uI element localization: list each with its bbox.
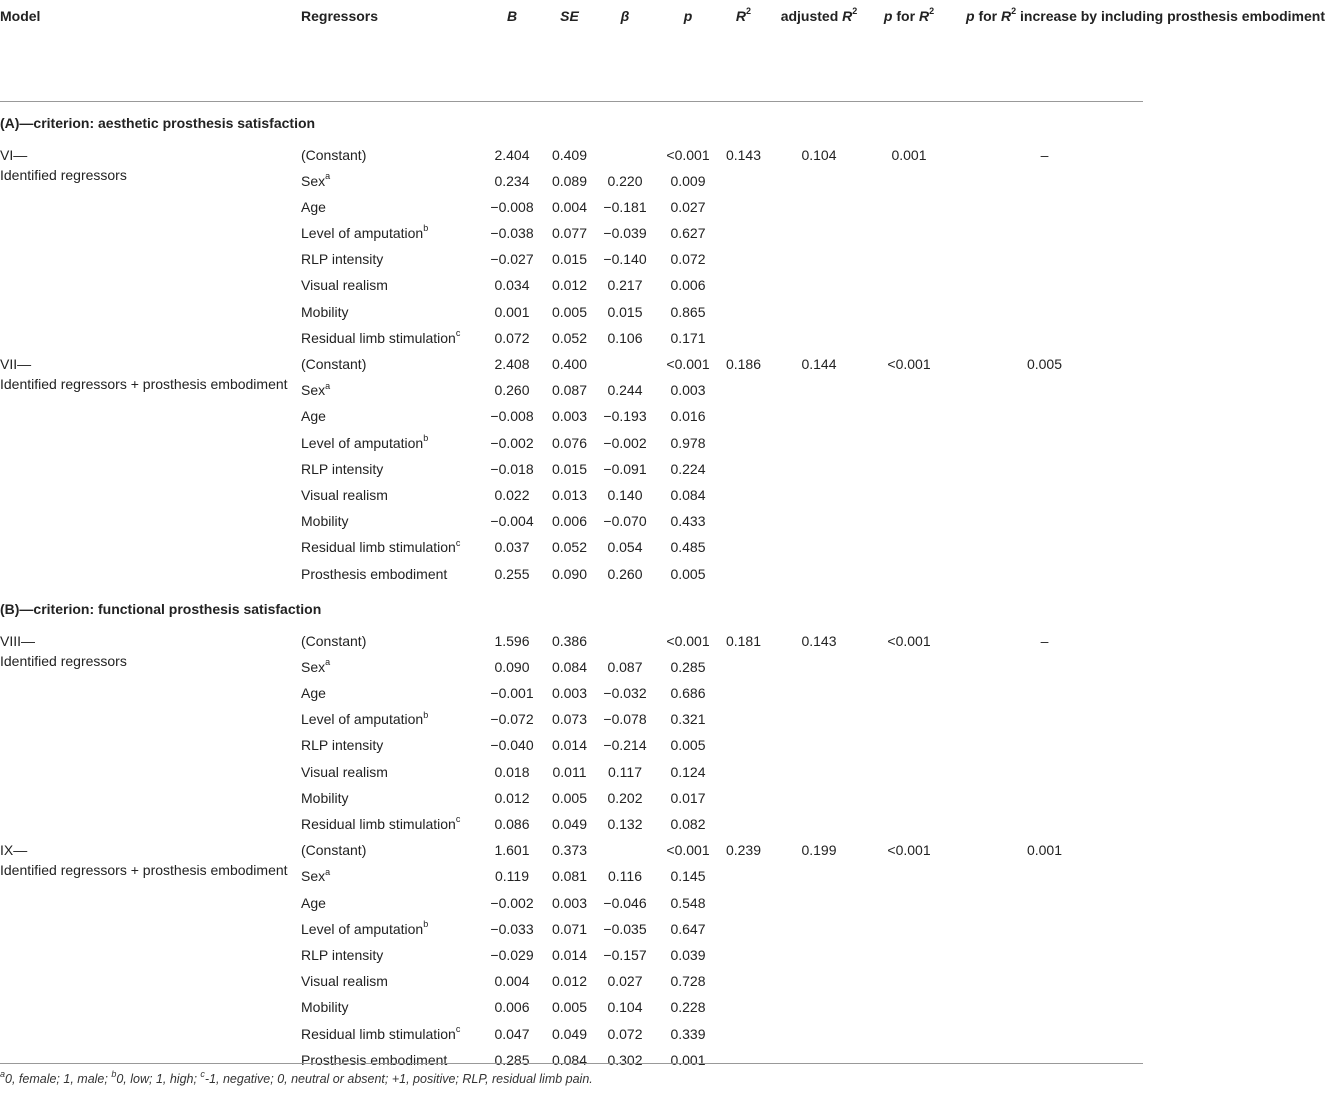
regressor-cell — [301, 378, 480, 404]
b-value: 0.119 — [495, 868, 529, 885]
regressor-cell — [301, 864, 480, 890]
beta-value: −0.035 — [603, 920, 647, 937]
regressor-name: Visual realism — [301, 973, 388, 990]
col-model: Model — [0, 6, 301, 101]
beta-value: 0.027 — [607, 973, 643, 990]
p-value: <0.001 — [666, 356, 710, 372]
b-value: 0.260 — [494, 382, 530, 399]
table-row — [0, 143, 1143, 169]
model-description: Identified regressors — [0, 166, 127, 183]
b-value: 2.408 — [494, 356, 530, 372]
regressor-name: Level of amputation — [301, 434, 424, 451]
beta-value: −0.091 — [603, 460, 647, 477]
p-value: 0.072 — [670, 251, 706, 268]
regressor-cell — [301, 535, 480, 561]
beta-value: 0.072 — [607, 1025, 643, 1042]
se-value: 0.012 — [551, 277, 588, 294]
p-value: 0.548 — [670, 894, 706, 911]
regressor-cell — [301, 812, 480, 838]
section-title: (A)—criterion: aesthetic prosthesis satisfaction — [0, 114, 316, 131]
p-value: 0.006 — [670, 277, 706, 294]
table-header — [0, 6, 1325, 101]
p-value: 0.016 — [670, 408, 706, 425]
regressor-cell — [301, 273, 480, 299]
beta-value — [595, 838, 655, 864]
col-beta: β — [595, 6, 655, 101]
b-value: 0.004 — [494, 973, 530, 990]
model-description: Identified regressors + prosthesis embodiment — [0, 376, 288, 392]
regressor-footnote-mark: b — [423, 432, 429, 443]
se-value: 0.087 — [551, 382, 588, 399]
regressor-name: (Constant) — [301, 146, 367, 163]
b-value: 1.596 — [494, 632, 530, 649]
section-header-row — [0, 588, 1143, 629]
p-value: 0.005 — [670, 565, 706, 582]
p-value: <0.001 — [666, 146, 710, 163]
p-value: 0.005 — [670, 737, 706, 754]
p-value: 0.647 — [670, 920, 706, 937]
p-value: 0.009 — [670, 172, 706, 189]
regressor-cell — [301, 352, 480, 378]
b-value: −0.002 — [490, 894, 534, 911]
regressor-cell — [301, 404, 480, 430]
p-r2-increase-value: – — [1040, 146, 1049, 163]
regressor-cell — [301, 786, 480, 812]
table-row — [0, 838, 1143, 864]
p-value: 0.224 — [670, 460, 706, 477]
b-value: 0.234 — [494, 172, 530, 189]
regressor-name: Visual realism — [301, 486, 388, 503]
model-cell — [0, 838, 301, 1074]
regressor-name: Mobility — [301, 303, 349, 320]
table-body — [0, 101, 1143, 1074]
adjusted-r2-value: 0.144 — [801, 356, 837, 372]
regressor-name: Visual realism — [301, 763, 388, 780]
regressor-footnote-mark: a — [325, 171, 331, 182]
se-value: 0.003 — [551, 685, 588, 702]
regressor-name: Prosthesis embodiment — [301, 1051, 448, 1068]
regressor-cell — [301, 655, 480, 681]
regressor-name: (Constant) — [301, 632, 367, 649]
b-value: 1.601 — [494, 842, 530, 859]
se-value: 0.084 — [551, 1051, 588, 1068]
se-value: 0.400 — [551, 356, 588, 372]
b-value: 0.001 — [494, 303, 530, 320]
regressor-name: Visual realism — [301, 277, 388, 294]
regressor-footnote-mark: c — [455, 1023, 461, 1034]
beta-value: 0.117 — [608, 763, 642, 780]
se-value: 0.081 — [551, 868, 588, 885]
regressor-cell — [301, 707, 480, 733]
se-value: 0.003 — [551, 894, 588, 911]
se-value: 0.071 — [551, 920, 588, 937]
b-value: −0.004 — [490, 513, 534, 530]
regressor-name: (Constant) — [301, 842, 367, 859]
regressor-name: Mobility — [301, 789, 349, 806]
regressor-cell — [301, 247, 480, 273]
regressor-name: Prosthesis embodiment — [301, 565, 448, 582]
regressor-cell — [301, 326, 480, 352]
beta-value: −0.181 — [603, 198, 647, 215]
b-value: 0.090 — [494, 658, 530, 675]
regressor-cell — [301, 995, 480, 1021]
regressor-cell — [301, 681, 480, 707]
p-value: 0.285 — [670, 658, 706, 675]
beta-value: 0.302 — [607, 1051, 643, 1068]
model-name: VIII— — [0, 632, 36, 649]
se-value: 0.015 — [551, 460, 588, 477]
p-value: 0.433 — [670, 513, 706, 530]
model-name: VII— — [0, 356, 32, 372]
se-value: 0.084 — [551, 658, 588, 675]
beta-value: 0.202 — [607, 789, 643, 806]
model-description: Identified regressors + prosthesis embodiment — [0, 862, 288, 879]
beta-value: 0.217 — [607, 277, 643, 294]
b-value: −0.040 — [490, 737, 534, 754]
p-value: <0.001 — [666, 842, 710, 859]
regressor-footnote-mark: a — [325, 380, 331, 391]
adjusted-r2-value: 0.104 — [801, 146, 837, 163]
model-name: IX— — [0, 842, 28, 859]
p-value: 0.686 — [670, 685, 706, 702]
model-cell — [0, 352, 301, 588]
section-title: (B)—criterion: functional prosthesis satisfaction — [0, 600, 322, 617]
regressor-name: RLP intensity — [301, 251, 384, 268]
regressor-name: (Constant) — [301, 356, 367, 372]
regressor-name: RLP intensity — [301, 737, 384, 754]
p-value: 0.978 — [670, 434, 706, 451]
beta-value: −0.002 — [603, 434, 647, 451]
p-value: 0.321 — [670, 711, 706, 728]
se-value: 0.006 — [551, 513, 588, 530]
se-value: 0.076 — [551, 434, 588, 451]
p-for-r2-value: <0.001 — [887, 632, 931, 649]
regressor-cell — [301, 917, 480, 943]
adjusted-r2-value: 0.199 — [801, 842, 837, 859]
b-value: 0.034 — [494, 277, 530, 294]
beta-value: 0.132 — [607, 816, 643, 832]
b-value: −0.038 — [490, 225, 534, 242]
regressor-name: RLP intensity — [301, 460, 384, 477]
regressor-name: Age — [301, 894, 326, 911]
se-value: 0.077 — [551, 225, 588, 242]
p-value: 0.627 — [670, 225, 706, 242]
p-value: 0.339 — [670, 1025, 706, 1042]
se-value: 0.089 — [551, 172, 588, 189]
regressor-name: Residual limb stimulation — [301, 1025, 456, 1042]
b-value: 0.037 — [494, 539, 530, 556]
regressor-cell — [301, 221, 480, 247]
se-value: 0.014 — [551, 737, 588, 754]
p-value: 0.145 — [670, 868, 706, 885]
r2-value: 0.143 — [725, 146, 762, 163]
se-value: 0.409 — [551, 146, 588, 163]
b-value: 2.404 — [494, 146, 530, 163]
regressor-footnote-mark: c — [455, 328, 461, 339]
se-value: 0.386 — [551, 632, 588, 649]
beta-value: −0.078 — [603, 711, 647, 728]
beta-value: −0.032 — [603, 685, 647, 702]
beta-value: 0.220 — [607, 172, 643, 189]
beta-value: 0.106 — [607, 329, 643, 346]
beta-value: 0.104 — [607, 999, 643, 1016]
se-value: 0.073 — [551, 711, 588, 728]
p-value: 0.228 — [670, 999, 706, 1016]
p-for-r2-value: <0.001 — [887, 842, 931, 859]
b-value: −0.033 — [490, 920, 534, 937]
b-value: −0.002 — [490, 434, 534, 451]
col-p-for-r2: p for $R^2$ — [872, 6, 946, 101]
beta-value: −0.140 — [603, 251, 647, 268]
regressor-cell — [301, 195, 480, 221]
regressor-name: Sex — [301, 382, 326, 399]
r2-value: 0.239 — [725, 842, 762, 859]
b-value: 0.285 — [494, 1051, 530, 1068]
se-value: 0.013 — [551, 486, 588, 503]
regressor-cell — [301, 629, 480, 655]
table-footnote: $^a$0, female; 1, male; $^b$0, low; 1, high; $^c$-1, negative; 0, neutral or absent; +1, positive; RLP, residual limb pain. — [0, 1063, 1143, 1086]
regressor-cell — [301, 733, 480, 759]
p-r2-increase-value: 0.005 — [1026, 356, 1063, 372]
beta-value: 0.244 — [607, 382, 643, 399]
regressor-cell — [301, 969, 480, 995]
beta-value: −0.157 — [603, 946, 647, 963]
table-row — [0, 629, 1143, 655]
beta-value: 0.015 — [607, 303, 643, 320]
b-value: −0.008 — [490, 408, 534, 425]
p-value: 0.017 — [670, 789, 706, 806]
model-description: Identified regressors — [0, 652, 127, 669]
regressor-cell — [301, 169, 480, 195]
col-regressors: Regressors — [301, 6, 480, 101]
p-value: 0.124 — [670, 763, 706, 780]
beta-value: 0.140 — [607, 486, 643, 503]
col-b: B — [480, 6, 544, 101]
p-value: 0.082 — [670, 816, 706, 832]
regression-table — [0, 6, 1325, 1074]
regressor-cell — [301, 300, 480, 326]
b-value: −0.018 — [490, 460, 534, 477]
b-value: −0.027 — [490, 251, 534, 268]
beta-value: 0.260 — [607, 565, 643, 582]
regressor-name: Sex — [301, 868, 326, 885]
regressor-footnote-mark: b — [423, 919, 429, 930]
beta-value: −0.214 — [603, 737, 647, 754]
p-value: <0.001 — [666, 632, 710, 649]
p-value: 0.865 — [670, 303, 706, 320]
regressor-name: Residual limb stimulation — [301, 539, 456, 556]
regressor-name: Residual limb stimulation — [301, 816, 456, 832]
regressor-name: Age — [301, 198, 326, 215]
b-value: 0.006 — [494, 999, 530, 1016]
b-value: 0.012 — [494, 789, 530, 806]
se-value: 0.015 — [551, 251, 588, 268]
p-r2-increase-value: – — [1040, 632, 1049, 649]
se-value: 0.004 — [551, 198, 588, 215]
regressor-name: Level of amputation — [301, 711, 424, 728]
se-value: 0.090 — [551, 565, 588, 582]
p-value: 0.485 — [670, 539, 706, 556]
b-value: −0.008 — [490, 198, 534, 215]
model-cell — [0, 143, 301, 353]
p-for-r2-value: 0.001 — [891, 146, 927, 163]
regressor-cell — [301, 483, 480, 509]
p-value: 0.728 — [670, 973, 706, 990]
regressor-cell — [301, 509, 480, 535]
regressor-footnote-mark: a — [325, 866, 331, 877]
se-value: 0.049 — [551, 1025, 588, 1042]
b-value: 0.086 — [494, 816, 530, 832]
model-name: VI— — [0, 146, 28, 163]
col-p: p — [655, 6, 721, 101]
p-value: 0.171 — [670, 329, 706, 346]
regressor-cell — [301, 457, 480, 483]
se-value: 0.011 — [552, 763, 587, 780]
col-adjusted-r2: adjusted $R^2$ — [766, 6, 872, 101]
regressor-cell — [301, 143, 480, 169]
se-value: 0.014 — [551, 946, 588, 963]
regressor-name: Mobility — [301, 513, 349, 530]
se-value: 0.052 — [551, 539, 588, 556]
beta-value — [595, 143, 655, 169]
table-row — [0, 352, 1143, 378]
beta-value — [595, 629, 655, 655]
beta-value — [595, 352, 655, 378]
regressor-cell — [301, 891, 480, 917]
p-r2-increase-value: 0.001 — [1026, 842, 1063, 859]
adjusted-r2-value: 0.143 — [801, 632, 837, 649]
regressor-name: Mobility — [301, 999, 349, 1016]
regressor-cell — [301, 562, 480, 588]
regressor-footnote-mark: c — [455, 537, 461, 548]
b-value: 0.072 — [494, 329, 530, 346]
b-value: 0.255 — [494, 565, 530, 582]
col-p-r2-increase: p for $R^2$ increase by including prosthesis embodiment — [946, 6, 1143, 101]
regressor-footnote-mark: a — [325, 657, 331, 668]
p-value: 0.084 — [670, 486, 706, 503]
regressor-cell — [301, 838, 480, 864]
beta-value: 0.116 — [608, 868, 642, 885]
p-for-r2-value: <0.001 — [887, 356, 931, 372]
b-value: −0.029 — [490, 946, 534, 963]
se-value: 0.005 — [551, 789, 588, 806]
col-r2: $R^2$ — [721, 6, 766, 101]
beta-value: −0.046 — [603, 894, 647, 911]
beta-value: 0.054 — [607, 539, 643, 556]
b-value: 0.047 — [494, 1025, 530, 1042]
p-value: 0.001 — [670, 1051, 706, 1068]
beta-value: −0.070 — [603, 513, 647, 530]
regressor-name: RLP intensity — [301, 946, 384, 963]
beta-value: −0.193 — [603, 408, 647, 425]
p-value: 0.027 — [670, 198, 706, 215]
se-value: 0.049 — [551, 816, 588, 832]
beta-value: 0.087 — [607, 658, 643, 675]
se-value: 0.005 — [551, 303, 588, 320]
r2-value: 0.181 — [725, 632, 762, 649]
regressor-cell — [301, 760, 480, 786]
se-value: 0.052 — [551, 329, 588, 346]
regressor-footnote-mark: c — [455, 814, 461, 825]
b-value: 0.022 — [494, 486, 530, 503]
b-value: 0.018 — [494, 763, 530, 780]
section-header-row — [0, 101, 1143, 143]
regressor-cell — [301, 943, 480, 969]
col-se: SE — [544, 6, 595, 101]
b-value: −0.001 — [490, 685, 534, 702]
regressor-name: Age — [301, 408, 326, 425]
regressor-name: Residual limb stimulation — [301, 329, 456, 346]
regressor-cell — [301, 431, 480, 457]
regressor-name: Level of amputation — [301, 225, 424, 242]
beta-value: −0.039 — [603, 225, 647, 242]
se-value: 0.003 — [551, 408, 588, 425]
regressor-name: Sex — [301, 172, 326, 189]
regressor-name: Age — [301, 685, 326, 702]
se-value: 0.005 — [551, 999, 588, 1016]
se-value: 0.373 — [551, 842, 588, 859]
regressor-footnote-mark: b — [423, 223, 429, 234]
p-value: 0.039 — [670, 946, 706, 963]
r2-value: 0.186 — [725, 356, 762, 372]
regressor-name: Sex — [301, 658, 326, 675]
regressor-footnote-mark: b — [423, 709, 429, 720]
se-value: 0.012 — [551, 973, 588, 990]
p-value: 0.003 — [670, 382, 706, 399]
b-value: −0.072 — [490, 711, 534, 728]
regressor-cell — [301, 1022, 480, 1048]
model-cell — [0, 629, 301, 839]
regressor-name: Level of amputation — [301, 920, 424, 937]
